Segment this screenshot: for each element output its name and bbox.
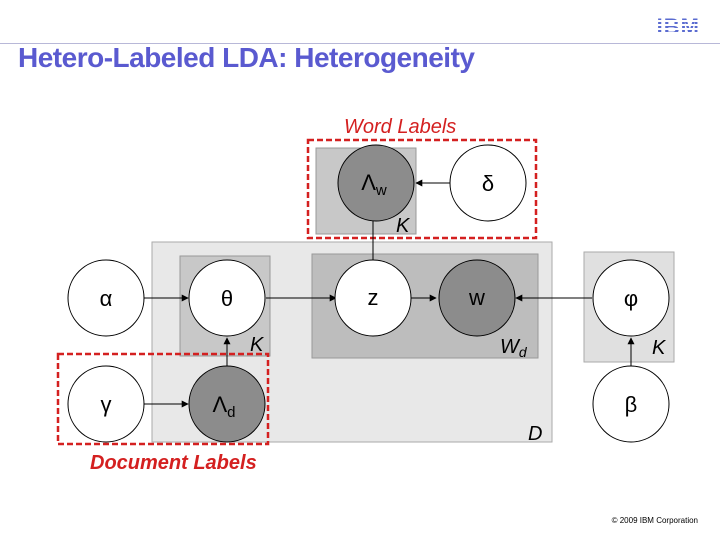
label-lambda-d-sub: d (227, 404, 236, 421)
plate-K-top-label: K (396, 215, 410, 237)
label-lambda-w-sub: w (375, 182, 387, 199)
plate-K-left-label: K (250, 334, 264, 356)
label-gamma: γ (100, 392, 112, 417)
label-lambda-d-main: Λ (212, 392, 228, 417)
label-w: w (469, 285, 485, 310)
label-phi: φ (623, 286, 639, 311)
plate-D-label: D (528, 423, 543, 445)
plate-W-main: W (500, 336, 519, 358)
plate-K-right-label: K (652, 337, 666, 359)
label-lambda-w-main: Λ (361, 170, 376, 195)
plate-W-sub: d (518, 344, 527, 360)
ibm-logo: IBM (656, 14, 700, 39)
label-z: z (367, 285, 379, 310)
copyright-footer: © 2009 IBM Corporation (611, 516, 698, 525)
label-theta: θ (220, 286, 234, 311)
document-labels-caption: Document Labels (90, 452, 257, 474)
label-beta: β (624, 392, 638, 417)
label-delta: δ (481, 171, 495, 196)
slide-title: Hetero-Labeled LDA: Heterogeneity (18, 42, 475, 73)
word-labels-caption: Word Labels (344, 116, 457, 138)
label-alpha: α (99, 286, 113, 311)
